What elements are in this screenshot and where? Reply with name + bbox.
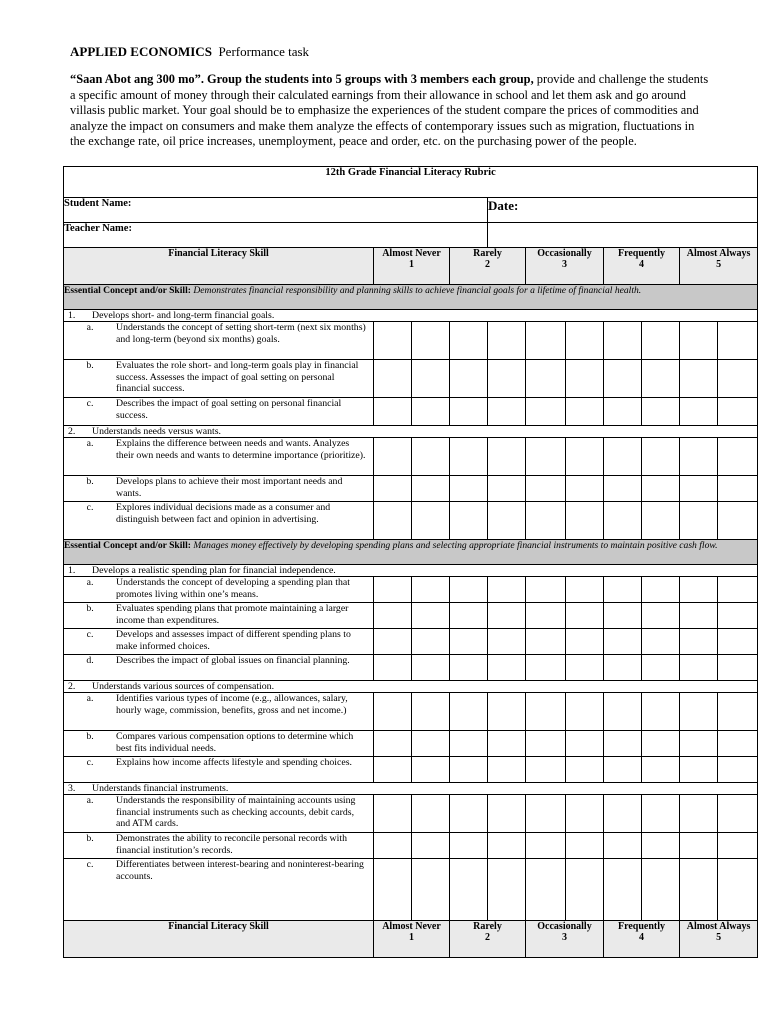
score-cell[interactable] — [642, 731, 680, 757]
score-cell[interactable] — [488, 360, 526, 398]
score-cell[interactable] — [526, 438, 566, 476]
scale-header-3: Occasionally 3 — [526, 248, 604, 285]
intro-lead: “Saan Abot ang 300 mo”. Group the students into 5 groups with 3 members each group, — [70, 72, 534, 86]
score-cell[interactable] — [718, 502, 758, 540]
score-cell[interactable] — [488, 577, 526, 603]
score-cell[interactable] — [718, 476, 758, 502]
item-row: b. Demonstrates the ability to reconcile personal records with financial institution’s records. — [64, 833, 758, 859]
score-cell[interactable] — [718, 398, 758, 426]
score-cell[interactable] — [642, 859, 680, 921]
score-cell[interactable] — [566, 859, 604, 921]
score-cell[interactable] — [412, 859, 450, 921]
scale-footer-2: Rarely 2 — [450, 921, 526, 958]
item-row: a. Understands the responsibility of maintaining accounts using financial instruments such as checking accounts, debit cards, and ATM cards. — [64, 795, 758, 833]
teacher-name-blank[interactable] — [488, 223, 758, 248]
score-cell[interactable] — [718, 757, 758, 783]
scale-footer-3: Occasionally 3 — [526, 921, 604, 958]
score-cell[interactable] — [566, 577, 604, 603]
score-cell[interactable] — [412, 502, 450, 540]
score-cell[interactable] — [680, 693, 718, 731]
score-cell[interactable] — [642, 360, 680, 398]
score-cell[interactable] — [374, 603, 412, 629]
score-cell[interactable] — [604, 731, 642, 757]
score-cell[interactable] — [604, 859, 642, 921]
score-cell[interactable] — [642, 629, 680, 655]
score-cell[interactable] — [680, 438, 718, 476]
score-cell[interactable] — [604, 629, 642, 655]
group-row: 1. Develops a realistic spending plan for financial independence. — [64, 565, 758, 577]
score-cell[interactable] — [604, 603, 642, 629]
item-row: c. Explores individual decisions made as a consumer and distinguish between fact and opinion in advertising. — [64, 502, 758, 540]
score-cell[interactable] — [412, 833, 450, 859]
score-cell[interactable] — [680, 731, 718, 757]
score-cell[interactable] — [526, 502, 566, 540]
score-cell[interactable] — [450, 398, 488, 426]
item-row: d. Describes the impact of global issues on financial planning. — [64, 655, 758, 681]
group-row: 2. Understands various sources of compensation. — [64, 681, 758, 693]
score-cell[interactable] — [526, 629, 566, 655]
teacher-name-label: Teacher Name: — [64, 223, 132, 234]
score-cell[interactable] — [412, 603, 450, 629]
score-cell[interactable] — [604, 577, 642, 603]
subject-title: APPLIED ECONOMICS — [70, 44, 212, 59]
item-row: a. Explains the difference between needs and wants. Analyzes their own needs and wants to determine importance (prioritize). — [64, 438, 758, 476]
item-row: b. Evaluates spending plans that promote maintaining a larger income than expenditures. — [64, 603, 758, 629]
score-cell[interactable] — [526, 757, 566, 783]
score-cell[interactable] — [526, 322, 566, 360]
intro-paragraph — [70, 72, 710, 150]
scale-header-2: Rarely 2 — [450, 248, 526, 285]
rubric-header-row — [64, 248, 758, 285]
score-cell[interactable] — [718, 833, 758, 859]
score-cell[interactable] — [718, 859, 758, 921]
score-cell[interactable] — [566, 629, 604, 655]
score-cell[interactable] — [412, 360, 450, 398]
skill-header: Financial Literacy Skill — [64, 248, 374, 285]
score-cell[interactable] — [488, 833, 526, 859]
score-cell[interactable] — [526, 398, 566, 426]
score-cell[interactable] — [718, 629, 758, 655]
score-cell[interactable] — [642, 693, 680, 731]
score-cell[interactable] — [604, 476, 642, 502]
score-cell[interactable] — [604, 757, 642, 783]
group-row: 2. Understands needs versus wants. — [64, 426, 758, 438]
teacher-name-field[interactable] — [64, 223, 488, 248]
page-title — [70, 44, 309, 60]
scale-footer-5: Almost Always 5 — [680, 921, 758, 958]
score-cell[interactable] — [680, 757, 718, 783]
score-cell[interactable] — [412, 438, 450, 476]
score-cell[interactable] — [412, 693, 450, 731]
scale-header-1: Almost Never 1 — [374, 248, 450, 285]
item-row: a. Understands the concept of setting short-term (next six months) and long-term (beyond six months) goals. — [64, 322, 758, 360]
score-cell[interactable] — [374, 577, 412, 603]
score-cell[interactable] — [374, 693, 412, 731]
scale-footer-4: Frequently 4 — [604, 921, 680, 958]
rubric-table — [63, 166, 758, 958]
score-cell[interactable] — [604, 833, 642, 859]
score-cell[interactable] — [566, 322, 604, 360]
item-row: b. Compares various compensation options to determine which best fits individual needs. — [64, 731, 758, 757]
score-cell[interactable] — [526, 731, 566, 757]
score-cell[interactable] — [566, 731, 604, 757]
score-cell[interactable] — [412, 757, 450, 783]
score-cell[interactable] — [680, 833, 718, 859]
score-cell[interactable] — [680, 398, 718, 426]
score-cell[interactable] — [374, 833, 412, 859]
score-cell[interactable] — [450, 693, 488, 731]
score-cell[interactable] — [450, 577, 488, 603]
intro-body: provide and challenge the students a specific amount of money through their calculated earnings from their allowance in school and let them ask and go around villasis public market. Your goal should be to emphasize the experiences of the student compare the prices of commodities and analyze the impact on consumers and make them analyze the effects of contemporary issues such as migration, fluctuations in the exchange rate, oil price increases, unemployment, peace and order, etc. on the purchasing power of the people. — [70, 72, 709, 149]
score-cell[interactable] — [488, 476, 526, 502]
score-cell[interactable] — [374, 502, 412, 540]
score-cell[interactable] — [680, 655, 718, 681]
score-cell[interactable] — [488, 398, 526, 426]
score-cell[interactable] — [680, 603, 718, 629]
score-cell[interactable] — [412, 476, 450, 502]
score-cell[interactable] — [642, 833, 680, 859]
score-cell[interactable] — [374, 655, 412, 681]
score-cell[interactable] — [642, 502, 680, 540]
score-cell[interactable] — [642, 398, 680, 426]
date-field[interactable] — [488, 198, 758, 223]
score-cell[interactable] — [718, 322, 758, 360]
score-cell[interactable] — [718, 438, 758, 476]
score-cell[interactable] — [718, 603, 758, 629]
score-cell[interactable] — [604, 693, 642, 731]
date-label: Date: — [488, 198, 519, 213]
score-cell[interactable] — [642, 655, 680, 681]
score-cell[interactable] — [412, 655, 450, 681]
score-cell[interactable] — [604, 795, 642, 833]
score-cell[interactable] — [680, 795, 718, 833]
score-cell[interactable] — [488, 438, 526, 476]
score-cell[interactable] — [642, 795, 680, 833]
section-concept-2: Essential Concept and/or Skill: Manages money effectively by developing spending plans and selecting appropriate financial instruments to maintain positive cash flow. — [64, 540, 758, 565]
score-cell[interactable] — [450, 757, 488, 783]
score-cell[interactable] — [488, 502, 526, 540]
score-cell[interactable] — [450, 629, 488, 655]
score-cell[interactable] — [374, 757, 412, 783]
score-cell[interactable] — [450, 859, 488, 921]
score-cell[interactable] — [488, 795, 526, 833]
score-cell[interactable] — [642, 476, 680, 502]
score-cell[interactable] — [450, 502, 488, 540]
item-row: b. Evaluates the role short- and long-term goals play in financial success. Assesses the impact of goal setting on personal financial success. — [64, 360, 758, 398]
score-cell[interactable] — [642, 577, 680, 603]
score-cell[interactable] — [526, 655, 566, 681]
score-cell[interactable] — [718, 731, 758, 757]
score-cell[interactable] — [566, 476, 604, 502]
score-cell[interactable] — [566, 757, 604, 783]
score-cell[interactable] — [488, 322, 526, 360]
item-row: a. Identifies various types of income (e.g., allowances, salary, hourly wage, commission, benefits, gross and net income.) — [64, 693, 758, 731]
group-row: 3. Understands financial instruments. — [64, 783, 758, 795]
item-row: a. Understands the concept of developing a spending plan that promotes living within one’s means. — [64, 577, 758, 603]
scale-header-5: Almost Always 5 — [680, 248, 758, 285]
score-cell[interactable] — [450, 322, 488, 360]
score-cell[interactable] — [374, 398, 412, 426]
score-cell[interactable] — [680, 476, 718, 502]
score-cell[interactable] — [526, 603, 566, 629]
student-name-field[interactable] — [64, 198, 488, 223]
score-cell[interactable] — [488, 603, 526, 629]
score-cell[interactable] — [680, 502, 718, 540]
score-cell[interactable] — [526, 577, 566, 603]
rubric-title: 12th Grade Financial Literacy Rubric — [64, 167, 758, 198]
score-cell[interactable] — [450, 603, 488, 629]
group-row: 1. Develops short- and long-term financial goals. — [64, 310, 758, 322]
score-cell[interactable] — [450, 360, 488, 398]
scale-header-4: Frequently 4 — [604, 248, 680, 285]
score-cell[interactable] — [680, 360, 718, 398]
score-cell[interactable] — [450, 795, 488, 833]
score-cell[interactable] — [642, 603, 680, 629]
score-cell[interactable] — [412, 322, 450, 360]
skill-footer: Financial Literacy Skill — [64, 921, 374, 958]
score-cell[interactable] — [642, 757, 680, 783]
score-cell[interactable] — [488, 731, 526, 757]
score-cell[interactable] — [604, 655, 642, 681]
score-cell[interactable] — [374, 795, 412, 833]
score-cell[interactable] — [604, 398, 642, 426]
score-cell[interactable] — [450, 833, 488, 859]
score-cell[interactable] — [718, 655, 758, 681]
score-cell[interactable] — [450, 655, 488, 681]
score-cell[interactable] — [412, 731, 450, 757]
item-row: c. Explains how income affects lifestyle and spending choices. — [64, 757, 758, 783]
item-row: b. Develops plans to achieve their most important needs and wants. — [64, 476, 758, 502]
score-cell[interactable] — [526, 833, 566, 859]
score-cell[interactable] — [412, 795, 450, 833]
rubric-footer-row — [64, 921, 758, 958]
score-cell[interactable] — [374, 731, 412, 757]
score-cell[interactable] — [374, 859, 412, 921]
score-cell[interactable] — [604, 438, 642, 476]
score-cell[interactable] — [604, 360, 642, 398]
score-cell[interactable] — [566, 360, 604, 398]
score-cell[interactable] — [604, 502, 642, 540]
score-cell[interactable] — [566, 795, 604, 833]
task-label: Performance task — [218, 44, 310, 59]
score-cell[interactable] — [412, 577, 450, 603]
score-cell[interactable] — [374, 476, 412, 502]
score-cell[interactable] — [412, 398, 450, 426]
item-row: c. Differentiates between interest-bearing and noninterest-bearing accounts. — [64, 859, 758, 921]
score-cell[interactable] — [718, 795, 758, 833]
score-cell[interactable] — [718, 360, 758, 398]
item-row: c. Describes the impact of goal setting on personal financial success. — [64, 398, 758, 426]
score-cell[interactable] — [488, 655, 526, 681]
section-concept-1: Essential Concept and/or Skill: Demonstrates financial responsibility and planning skills to achieve financial goals for a lifetime of financial health. — [64, 285, 758, 310]
score-cell[interactable] — [680, 322, 718, 360]
scale-footer-1: Almost Never 1 — [374, 921, 450, 958]
score-cell[interactable] — [680, 577, 718, 603]
score-cell[interactable] — [450, 438, 488, 476]
student-name-label: Student Name: — [64, 198, 132, 209]
score-cell[interactable] — [374, 360, 412, 398]
score-cell[interactable] — [450, 731, 488, 757]
score-cell[interactable] — [566, 833, 604, 859]
score-cell[interactable] — [526, 795, 566, 833]
score-cell[interactable] — [718, 577, 758, 603]
score-cell[interactable] — [526, 693, 566, 731]
score-cell[interactable] — [566, 502, 604, 540]
score-cell[interactable] — [680, 859, 718, 921]
score-cell[interactable] — [374, 438, 412, 476]
score-cell[interactable] — [526, 360, 566, 398]
score-cell[interactable] — [566, 693, 604, 731]
score-cell[interactable] — [566, 438, 604, 476]
score-cell[interactable] — [450, 476, 488, 502]
score-cell[interactable] — [566, 398, 604, 426]
score-cell[interactable] — [488, 859, 526, 921]
score-cell[interactable] — [374, 322, 412, 360]
score-cell[interactable] — [566, 655, 604, 681]
score-cell[interactable] — [718, 693, 758, 731]
score-cell[interactable] — [604, 322, 642, 360]
item-row: c. Develops and assesses impact of different spending plans to make informed choices. — [64, 629, 758, 655]
score-cell[interactable] — [374, 629, 412, 655]
score-cell[interactable] — [488, 693, 526, 731]
score-cell[interactable] — [526, 476, 566, 502]
score-cell[interactable] — [526, 859, 566, 921]
score-cell[interactable] — [566, 603, 604, 629]
score-cell[interactable] — [488, 757, 526, 783]
score-cell[interactable] — [642, 438, 680, 476]
score-cell[interactable] — [680, 629, 718, 655]
score-cell[interactable] — [488, 629, 526, 655]
score-cell[interactable] — [642, 322, 680, 360]
score-cell[interactable] — [412, 629, 450, 655]
